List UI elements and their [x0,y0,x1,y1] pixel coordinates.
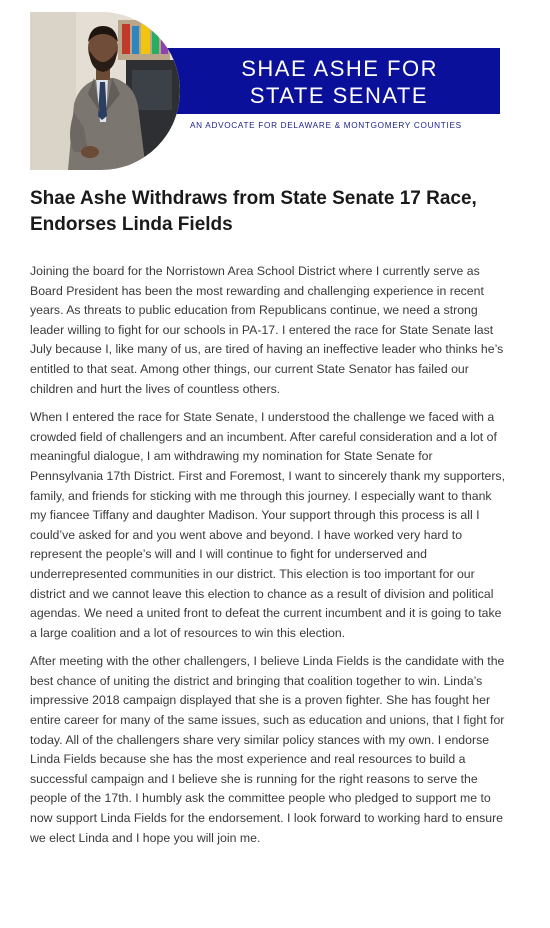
article-paragraph-2: When I entered the race for State Senate, I understood the challenge we faced with a crowded field of challengers and an incumbent. After careful consideration and a lot of meaningful dialogue, I am withdrawing my nomination for State Senate for Pennsylvania 17th District. First and Foremost, I want to sincerely thank my supporters, family, and friends for sticking with me through this journey. I especially want to thank my fiancee Tiffany and daughter Madison. Your support through this process is all I could’ve asked for and you went above and beyond. I have worked very hard to represent the people’s will and I will continue to fight for underserved and underrepresented communities in our district. This election is too important for our district and we cannot leave this election to chance as a result of division and political agendas. We need a united front to defeat the current incumbent and it is going to take a large coalition and a lot of resources to win this election. [30,410,505,640]
campaign-tagline: AN ADVOCATE FOR DELAWARE & MONTGOMERY COUNTIES [190,121,462,130]
banner-title-line2: STATE SENATE [249,83,428,108]
article-body [30,262,505,857]
candidate-photo [30,12,180,170]
campaign-banner [148,48,500,114]
article-paragraph-3: After meeting with the other challengers, I believe Linda Fields is the candidate with the best chance of uniting the district and bringing that coalition together to win. Linda’s impressive 2018 campaign displayed that she is a proven fighter. She has fought her entire career for many of the same issues, such as education and unions, that I fight for today. All of the challengers share very similar policy stances with my own. I endorse Linda Fields because she has the most experience and real resources to build a successful campaign and I believe she is running for the right reasons to serve the people of the 17th. I humbly ask the committee people who pledged to support me to now support Linda Fields for the endorsement. I look forward to working hard to ensure we elect Linda and I hope you will join me. [30,654,505,845]
campaign-header [30,12,500,172]
article-title: Shae Ashe Withdraws from State Senate 17 Race, Endorses Linda Fields [30,188,477,235]
article-paragraph-1: Joining the board for the Norristown Area School District where I currently serve as Board President has been the most rewarding and challenging experience in recent years. As threats to public education from Republicans continue, we need a strong leader willing to fight for our schools in PA-17. I entered the race for State Senate last July because I, like many of us, are tired of having an ineffective leader who thinks he’s entitled to that seat. Among other things, our current State Senator has failed our children and hurt the lives of countless others. [30,264,504,396]
banner-title-line1: SHAE ASHE FOR [241,56,438,81]
candidate-photo-illustration [30,12,180,170]
